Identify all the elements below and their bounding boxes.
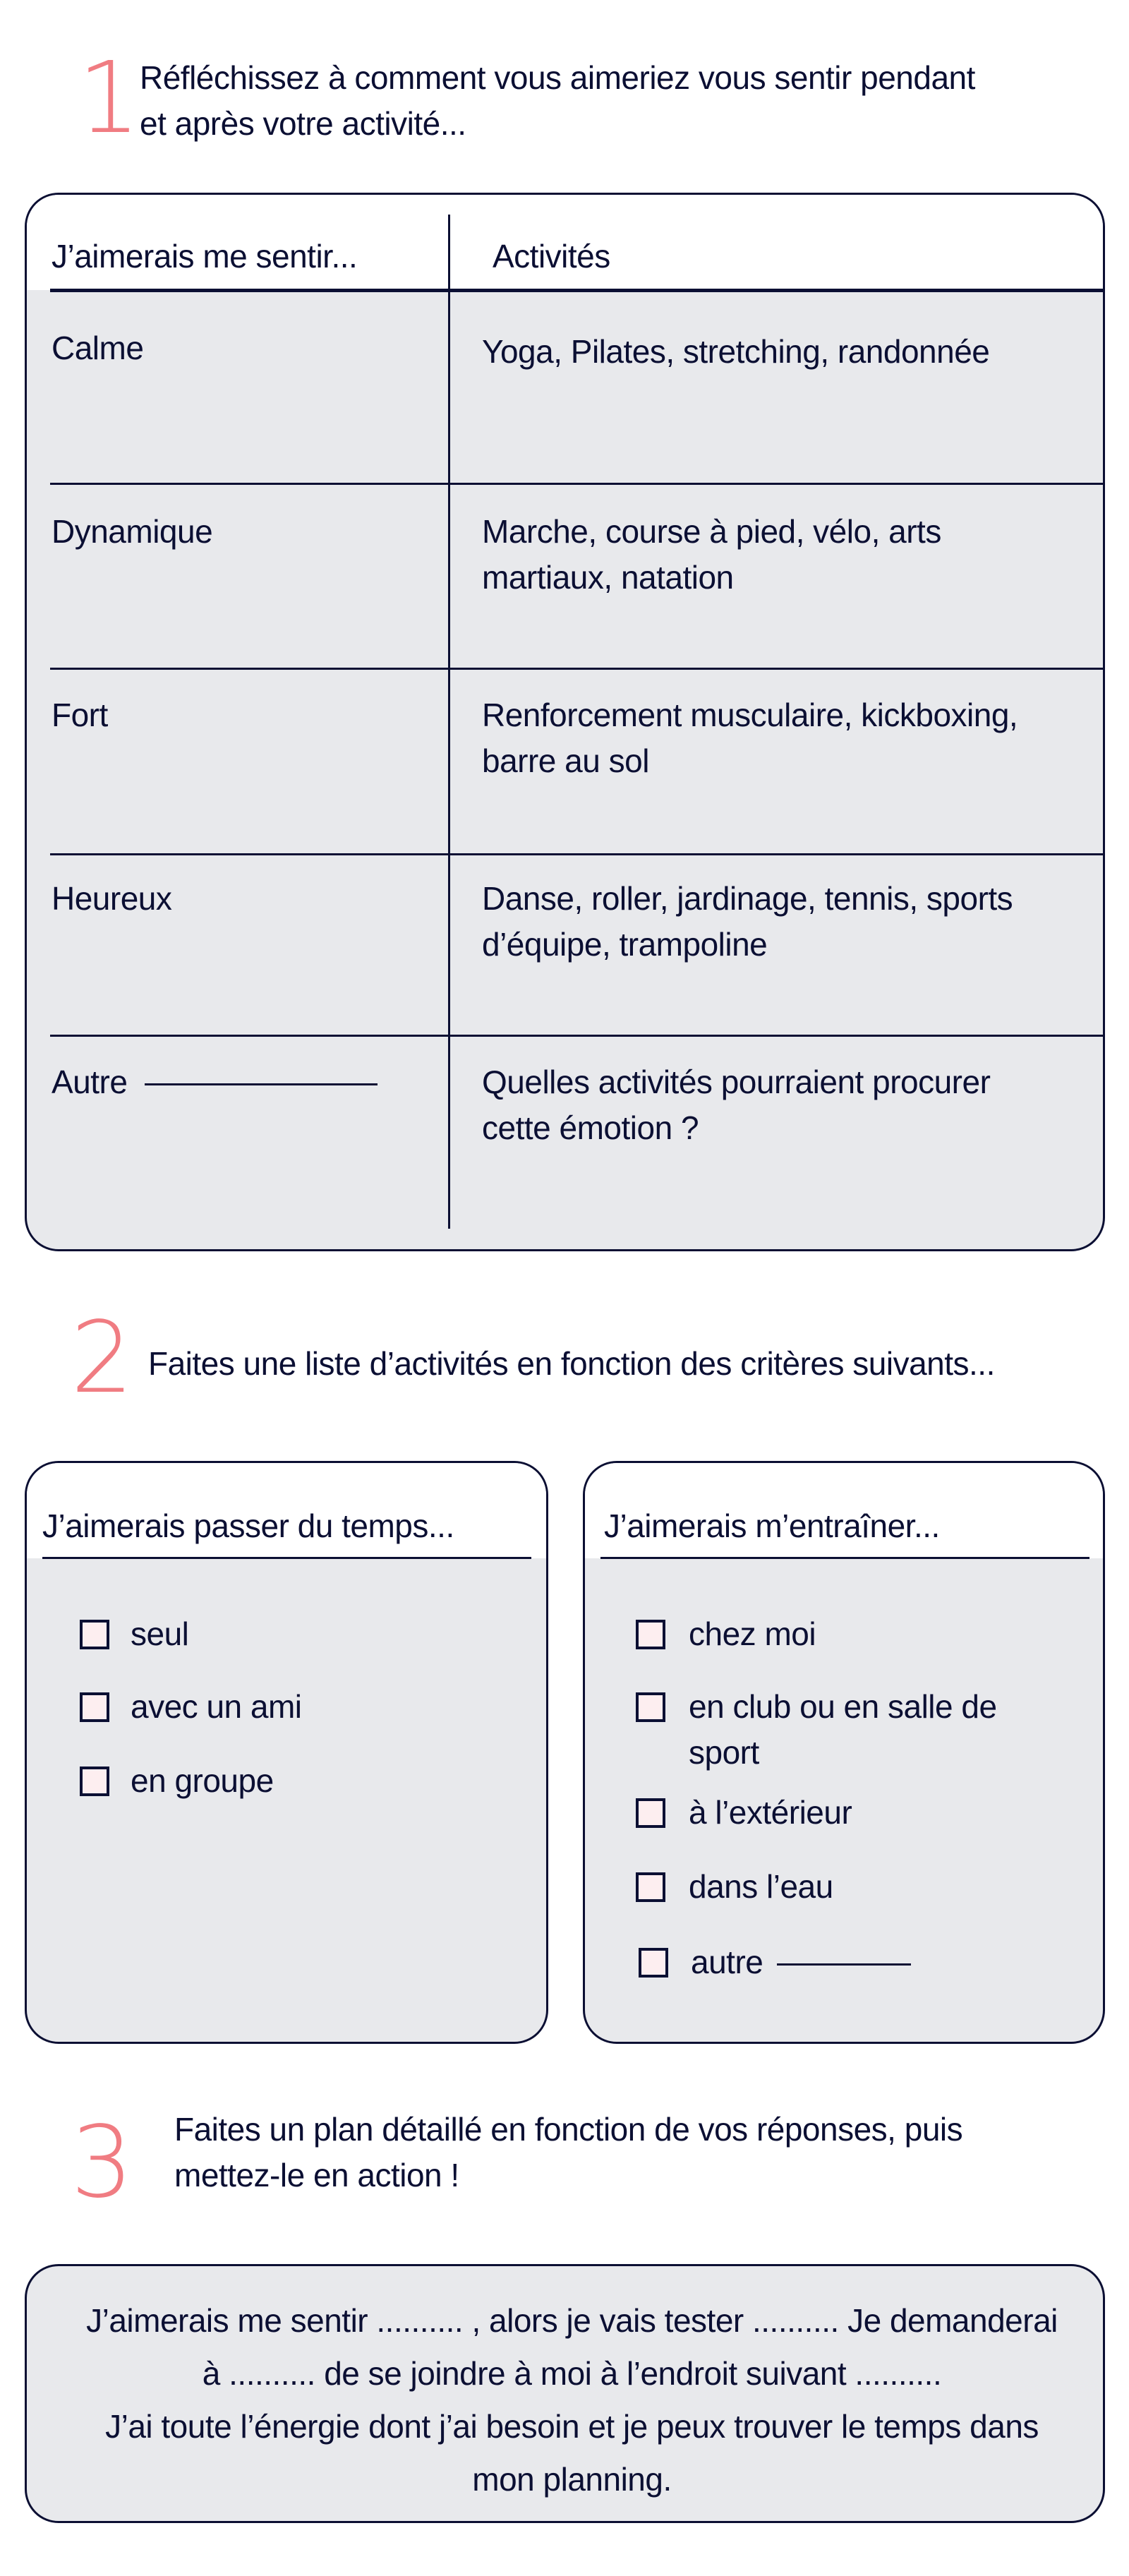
train-where-panel (583, 1461, 1105, 2044)
checkbox-autre[interactable] (639, 1948, 668, 1978)
checkbox-en-club[interactable] (636, 1692, 665, 1722)
feeling-autre: Autre (52, 1059, 378, 1105)
option-label: dans l’eau (689, 1868, 833, 1905)
checkbox-chez-moi[interactable] (636, 1620, 665, 1649)
intro-line: et après votre activité... (140, 105, 466, 142)
step-number-1: 1 (78, 41, 141, 156)
feeling-dynamique: Dynamique (52, 513, 213, 550)
step-2-intro: Faites une liste d’activités en fonction des critères suivants... (148, 1345, 995, 1382)
feeling-heureux: Heureux (52, 880, 172, 917)
feeling-fort: Fort (52, 697, 108, 733)
action-plan-box (25, 2264, 1105, 2523)
step-number-3: 3 (71, 2105, 134, 2220)
time-with-title: J’aimerais passer du temps... (42, 1507, 454, 1544)
time-with-panel (25, 1461, 548, 2044)
autre-blank[interactable] (145, 1083, 378, 1085)
feelings-table (25, 193, 1105, 1251)
checkbox-exterieur[interactable] (636, 1798, 665, 1828)
intro-line: mettez-le en action ! (174, 2157, 459, 2193)
option-label: chez moi (689, 1615, 816, 1652)
train-where-title: J’aimerais m’entraîner... (604, 1507, 940, 1544)
intro-line: Faites un plan détaillé en fonction de vos réponses, puis (174, 2111, 963, 2148)
option-label: seul (131, 1615, 189, 1652)
header-feeling: J’aimerais me sentir... (52, 238, 358, 275)
checkbox-seul[interactable] (80, 1620, 109, 1649)
step-1-intro (140, 55, 975, 147)
option-label: à l’extérieur (689, 1794, 852, 1831)
header-activities: Activités (493, 238, 610, 275)
step-3-intro (174, 2107, 962, 2198)
activities-autre: Quelles activités pourraient procurer cette émotion ? (482, 1064, 991, 1146)
intro-line: Réfléchissez à comment vous aimeriez vous sentir pendant (140, 59, 975, 96)
checkbox-eau[interactable] (636, 1872, 665, 1902)
step-number-2: 2 (71, 1301, 134, 1416)
checkbox-avec-un-ami[interactable] (80, 1692, 109, 1722)
option-label: en groupe (131, 1762, 274, 1799)
action-plan-text: J’aimerais me sentir .......... , alors je vais tester .......... Je demanderai à .......... de se joindre à moi à l’endroit suivant .......... J’ai toute l’énergie dont j’ai besoin et je peux trouver le temps dans mon planning. (86, 2302, 1058, 2498)
activities-fort: Renforcement musculaire, kickboxing, barre au sol (482, 697, 1018, 779)
feeling-calme: Calme (52, 330, 144, 366)
checkbox-en-groupe[interactable] (80, 1767, 109, 1796)
activities-calme: Yoga, Pilates, stretching, randonnée (482, 333, 990, 370)
autre-blank[interactable] (777, 1963, 911, 1966)
option-label: en club ou en salle de sport (689, 1688, 997, 1771)
activities-heureux: Danse, roller, jardinage, tennis, sports d’équipe, trampoline (482, 880, 1013, 963)
option-label: avec un ami (131, 1688, 302, 1725)
activities-dynamique: Marche, course à pied, vélo, arts martiaux, natation (482, 513, 941, 596)
option-label: autre (691, 1939, 911, 1985)
